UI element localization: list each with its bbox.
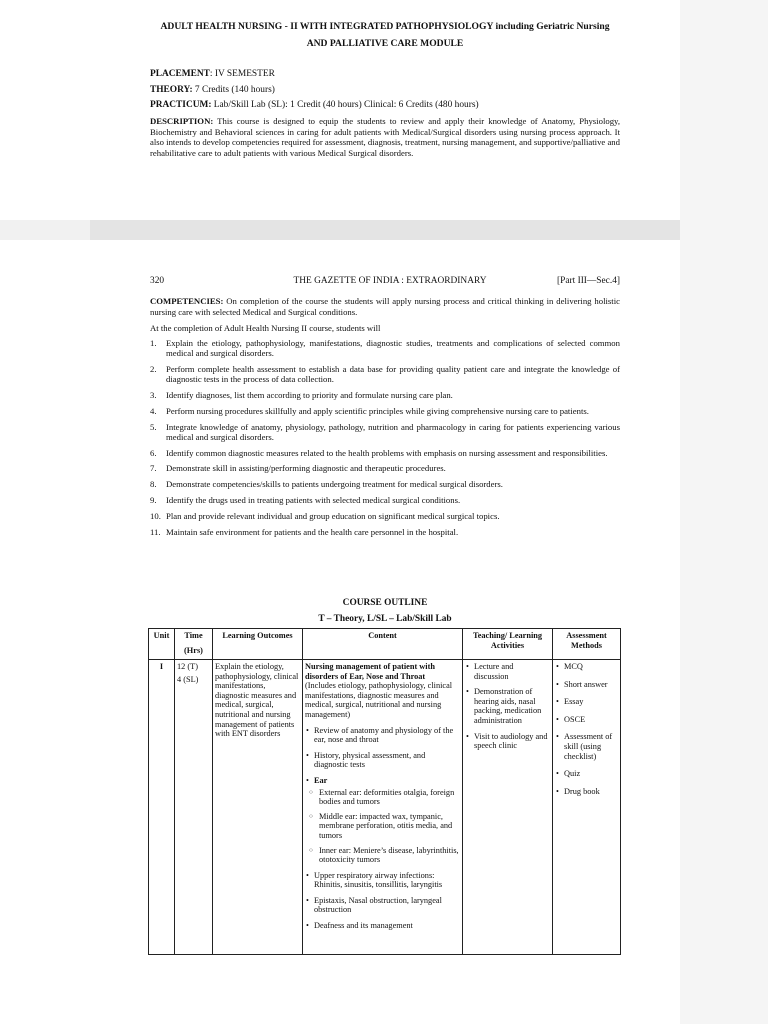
ear-items bbox=[305, 788, 460, 865]
competency-text: Identify common diagnostic measures related to the health problems with emphasis on nursing assessment and responsibilities. bbox=[166, 447, 608, 458]
content-bullet: • History, physical assessment, and diagnostic tests bbox=[305, 751, 460, 770]
competency-item bbox=[150, 527, 620, 537]
page-separator bbox=[90, 220, 680, 240]
assessment-item: • Quiz bbox=[555, 769, 618, 779]
ear-sub-item: ○ Inner ear: Meniere’s disease, labyrinthitis, ototoxicity tumors bbox=[305, 846, 460, 865]
practicum-value: Lab/Skill Lab (SL): 1 Credit (40 hours) Clinical: 6 Credits (480 hours) bbox=[211, 100, 479, 110]
competency-text: Identify the drugs used in treating patients with selected medical surgical conditions. bbox=[166, 494, 461, 505]
competency-item bbox=[150, 448, 620, 458]
content-heading: Nursing management of patient with disorders of Ear, Nose and Throat bbox=[305, 662, 435, 681]
practicum-label: PRACTICUM: bbox=[150, 100, 212, 110]
cell-assessment bbox=[553, 660, 621, 955]
practicum-line bbox=[150, 99, 479, 111]
header-time bbox=[175, 629, 213, 660]
content-bullet: • Upper respiratory airway infections: Rhinitis, sinusitis, tonsillitis, laryngitis bbox=[305, 871, 460, 890]
competency-number: 2. bbox=[150, 364, 157, 374]
content-bullet: • Epistaxis, Nasal obstruction, laryngeal obstruction bbox=[305, 896, 460, 915]
course-title-line-1: ADULT HEALTH NURSING - II WITH INTEGRATED PATHOPHYSIOLOGY including Geriatric Nursing bbox=[160, 21, 610, 32]
assessment-item: • OSCE bbox=[555, 715, 618, 725]
competency-item bbox=[150, 463, 620, 473]
ear-sub-item: ○ Middle ear: impacted wax, tympanic, membrane perforation, otitis media, and tumors bbox=[305, 812, 460, 841]
gazette-header bbox=[150, 276, 620, 286]
header-content: Content bbox=[303, 629, 463, 660]
header-time-sub: (Hrs) bbox=[184, 645, 203, 655]
competency-text: Plan and provide relevant individual and group education on significant medical surgical topics. bbox=[166, 510, 500, 521]
competencies-label: COMPETENCIES: bbox=[150, 296, 224, 306]
description-label: DESCRIPTION: bbox=[150, 116, 214, 126]
competency-number: 11. bbox=[150, 526, 161, 537]
placement-line bbox=[150, 68, 275, 80]
competency-number: 6. bbox=[150, 447, 157, 458]
course-outline-title: COURSE OUTLINE bbox=[342, 598, 428, 608]
content-bullets-b bbox=[305, 871, 460, 931]
header-assessment: Assessment Methods bbox=[553, 629, 621, 660]
viewer-background bbox=[680, 0, 768, 1024]
header-time-label: Time bbox=[184, 631, 203, 640]
competency-number: 5. bbox=[150, 421, 157, 432]
competency-item bbox=[150, 390, 620, 400]
time-theory: 12 (T) bbox=[177, 662, 198, 671]
assessment-item: • Short answer bbox=[555, 680, 618, 690]
assessment-item: • MCQ bbox=[555, 662, 618, 672]
theory-value: 7 Credits (140 hours) bbox=[192, 85, 275, 95]
theory-label: THEORY: bbox=[150, 85, 193, 95]
course-outline-table bbox=[148, 628, 621, 955]
competencies-intro: At the completion of Adult Health Nursing II course, students will bbox=[150, 323, 381, 333]
description-paragraph bbox=[150, 116, 620, 158]
placement-label: PLACEMENT bbox=[150, 69, 210, 79]
competency-item bbox=[150, 338, 620, 358]
ear-sub-item: ○ External ear: deformities otalgia, foreign bodies and tumors bbox=[305, 788, 460, 807]
description-text: This course is designed to equip the students to review and apply their knowledge of Anatomy, Physiology, Biochemistry and Behavioral sciences in caring for adult patients with Medical/Surgical disorders using nursing process approach. It also intends to develop competencies required for assessment, diagnosis, treatment, nursing management, and supportive/palliative and rehabilitative care to adult patients with various Medical Surgical disorders. bbox=[150, 116, 620, 158]
cell-outcomes: Explain the etiology, pathophysiology, clinical manifestations, diagnostic measures and medical, surgical, nutritional and nursing management of patients with ENT disorders bbox=[213, 660, 303, 955]
competency-item bbox=[150, 511, 620, 521]
cell-time bbox=[175, 660, 213, 955]
competency-number: 1. bbox=[150, 338, 157, 348]
time-skill-lab: 4 (SL) bbox=[177, 674, 199, 684]
ear-section bbox=[305, 776, 460, 786]
ear-label: Ear bbox=[314, 775, 328, 785]
competency-text: Integrate knowledge of anatomy, physiology, pathology, nutrition and pharmacology in caring for patients experiencing various medical and surgical disorders. bbox=[166, 421, 620, 442]
teaching-item: • Lecture and discussion bbox=[465, 662, 550, 681]
teaching-list bbox=[465, 662, 550, 751]
content-intro: (Includes etiology, pathophysiology, clinical manifestations, diagnostic measures and medical, surgical, nutritional and nursing management) bbox=[305, 681, 453, 719]
content-bullet: • Deafness and its management bbox=[305, 921, 460, 931]
competency-number: 9. bbox=[150, 494, 157, 505]
cell-unit: I bbox=[149, 660, 175, 955]
competency-text: Demonstrate skill in assisting/performing diagnostic and therapeutic procedures. bbox=[166, 463, 446, 474]
course-outline-subtitle: T – Theory, L/SL – Lab/Skill Lab bbox=[318, 614, 452, 624]
teaching-item: • Visit to audiology and speech clinic bbox=[465, 732, 550, 751]
competencies-paragraph bbox=[150, 296, 620, 317]
competency-text: Explain the etiology, pathophysiology, manifestations, diagnostic studies, treatments and complications of selected common medical and surgical disorders. bbox=[166, 338, 620, 359]
competency-number: 8. bbox=[150, 479, 157, 490]
competency-item bbox=[150, 479, 620, 489]
placement-value: : IV SEMESTER bbox=[209, 69, 275, 79]
gazette-title: THE GAZETTE OF INDIA : EXTRAORDINARY bbox=[293, 276, 487, 286]
table-header-row bbox=[149, 629, 621, 660]
page-number: 320 bbox=[150, 276, 165, 286]
competency-text: Perform complete health assessment to establish a data base for providing quality patient care and integrate the knowledge of diagnostic tests in the process of data collection. bbox=[166, 364, 620, 385]
cell-content bbox=[303, 660, 463, 955]
competency-number: 3. bbox=[150, 390, 157, 400]
assessment-item: • Assessment of skill (using checklist) bbox=[555, 732, 618, 761]
competency-item bbox=[150, 406, 620, 416]
theory-line bbox=[150, 84, 275, 96]
competency-number: 4. bbox=[150, 405, 157, 416]
competency-item bbox=[150, 495, 620, 505]
competency-text: Identify diagnoses, list them according to priority and formulate nursing care plan. bbox=[166, 390, 453, 400]
competency-item bbox=[150, 422, 620, 442]
list-item bbox=[305, 776, 460, 786]
competency-text: Demonstrate competencies/skills to patients undergoing treatment for medical surgical disorders. bbox=[166, 479, 503, 490]
competencies-list bbox=[150, 338, 620, 542]
content-bullet: • Review of anatomy and physiology of the ear, nose and throat bbox=[305, 726, 460, 745]
competencies-text: On completion of the course the students will apply nursing process and critical thinking in delivering holistic nursing care with selected Medical and Surgical conditions. bbox=[150, 296, 620, 317]
assessment-item: • Essay bbox=[555, 697, 618, 707]
competency-text: Maintain safe environment for patients and the health care personnel in the hospital. bbox=[166, 526, 459, 537]
content-bullets-a bbox=[305, 726, 460, 770]
table-row bbox=[149, 660, 621, 955]
teaching-item: • Demonstration of hearing aids, nasal packing, medication administration bbox=[465, 687, 550, 725]
assessment-list bbox=[555, 662, 618, 796]
cell-teaching bbox=[463, 660, 553, 955]
header-unit: Unit bbox=[149, 629, 175, 660]
assessment-item: • Drug book bbox=[555, 787, 618, 797]
gazette-part: [Part III—Sec.4] bbox=[557, 276, 620, 286]
competency-number: 10. bbox=[150, 510, 161, 521]
competency-text: Perform nursing procedures skillfully and apply scientific principles while giving comprehensive nursing care to patients. bbox=[166, 405, 589, 416]
course-title-line-2: AND PALLIATIVE CARE MODULE bbox=[306, 38, 464, 49]
header-teaching: Teaching/ Learning Activities bbox=[463, 629, 553, 660]
competency-item bbox=[150, 364, 620, 384]
competency-number: 7. bbox=[150, 463, 157, 474]
header-outcomes: Learning Outcomes bbox=[213, 629, 303, 660]
